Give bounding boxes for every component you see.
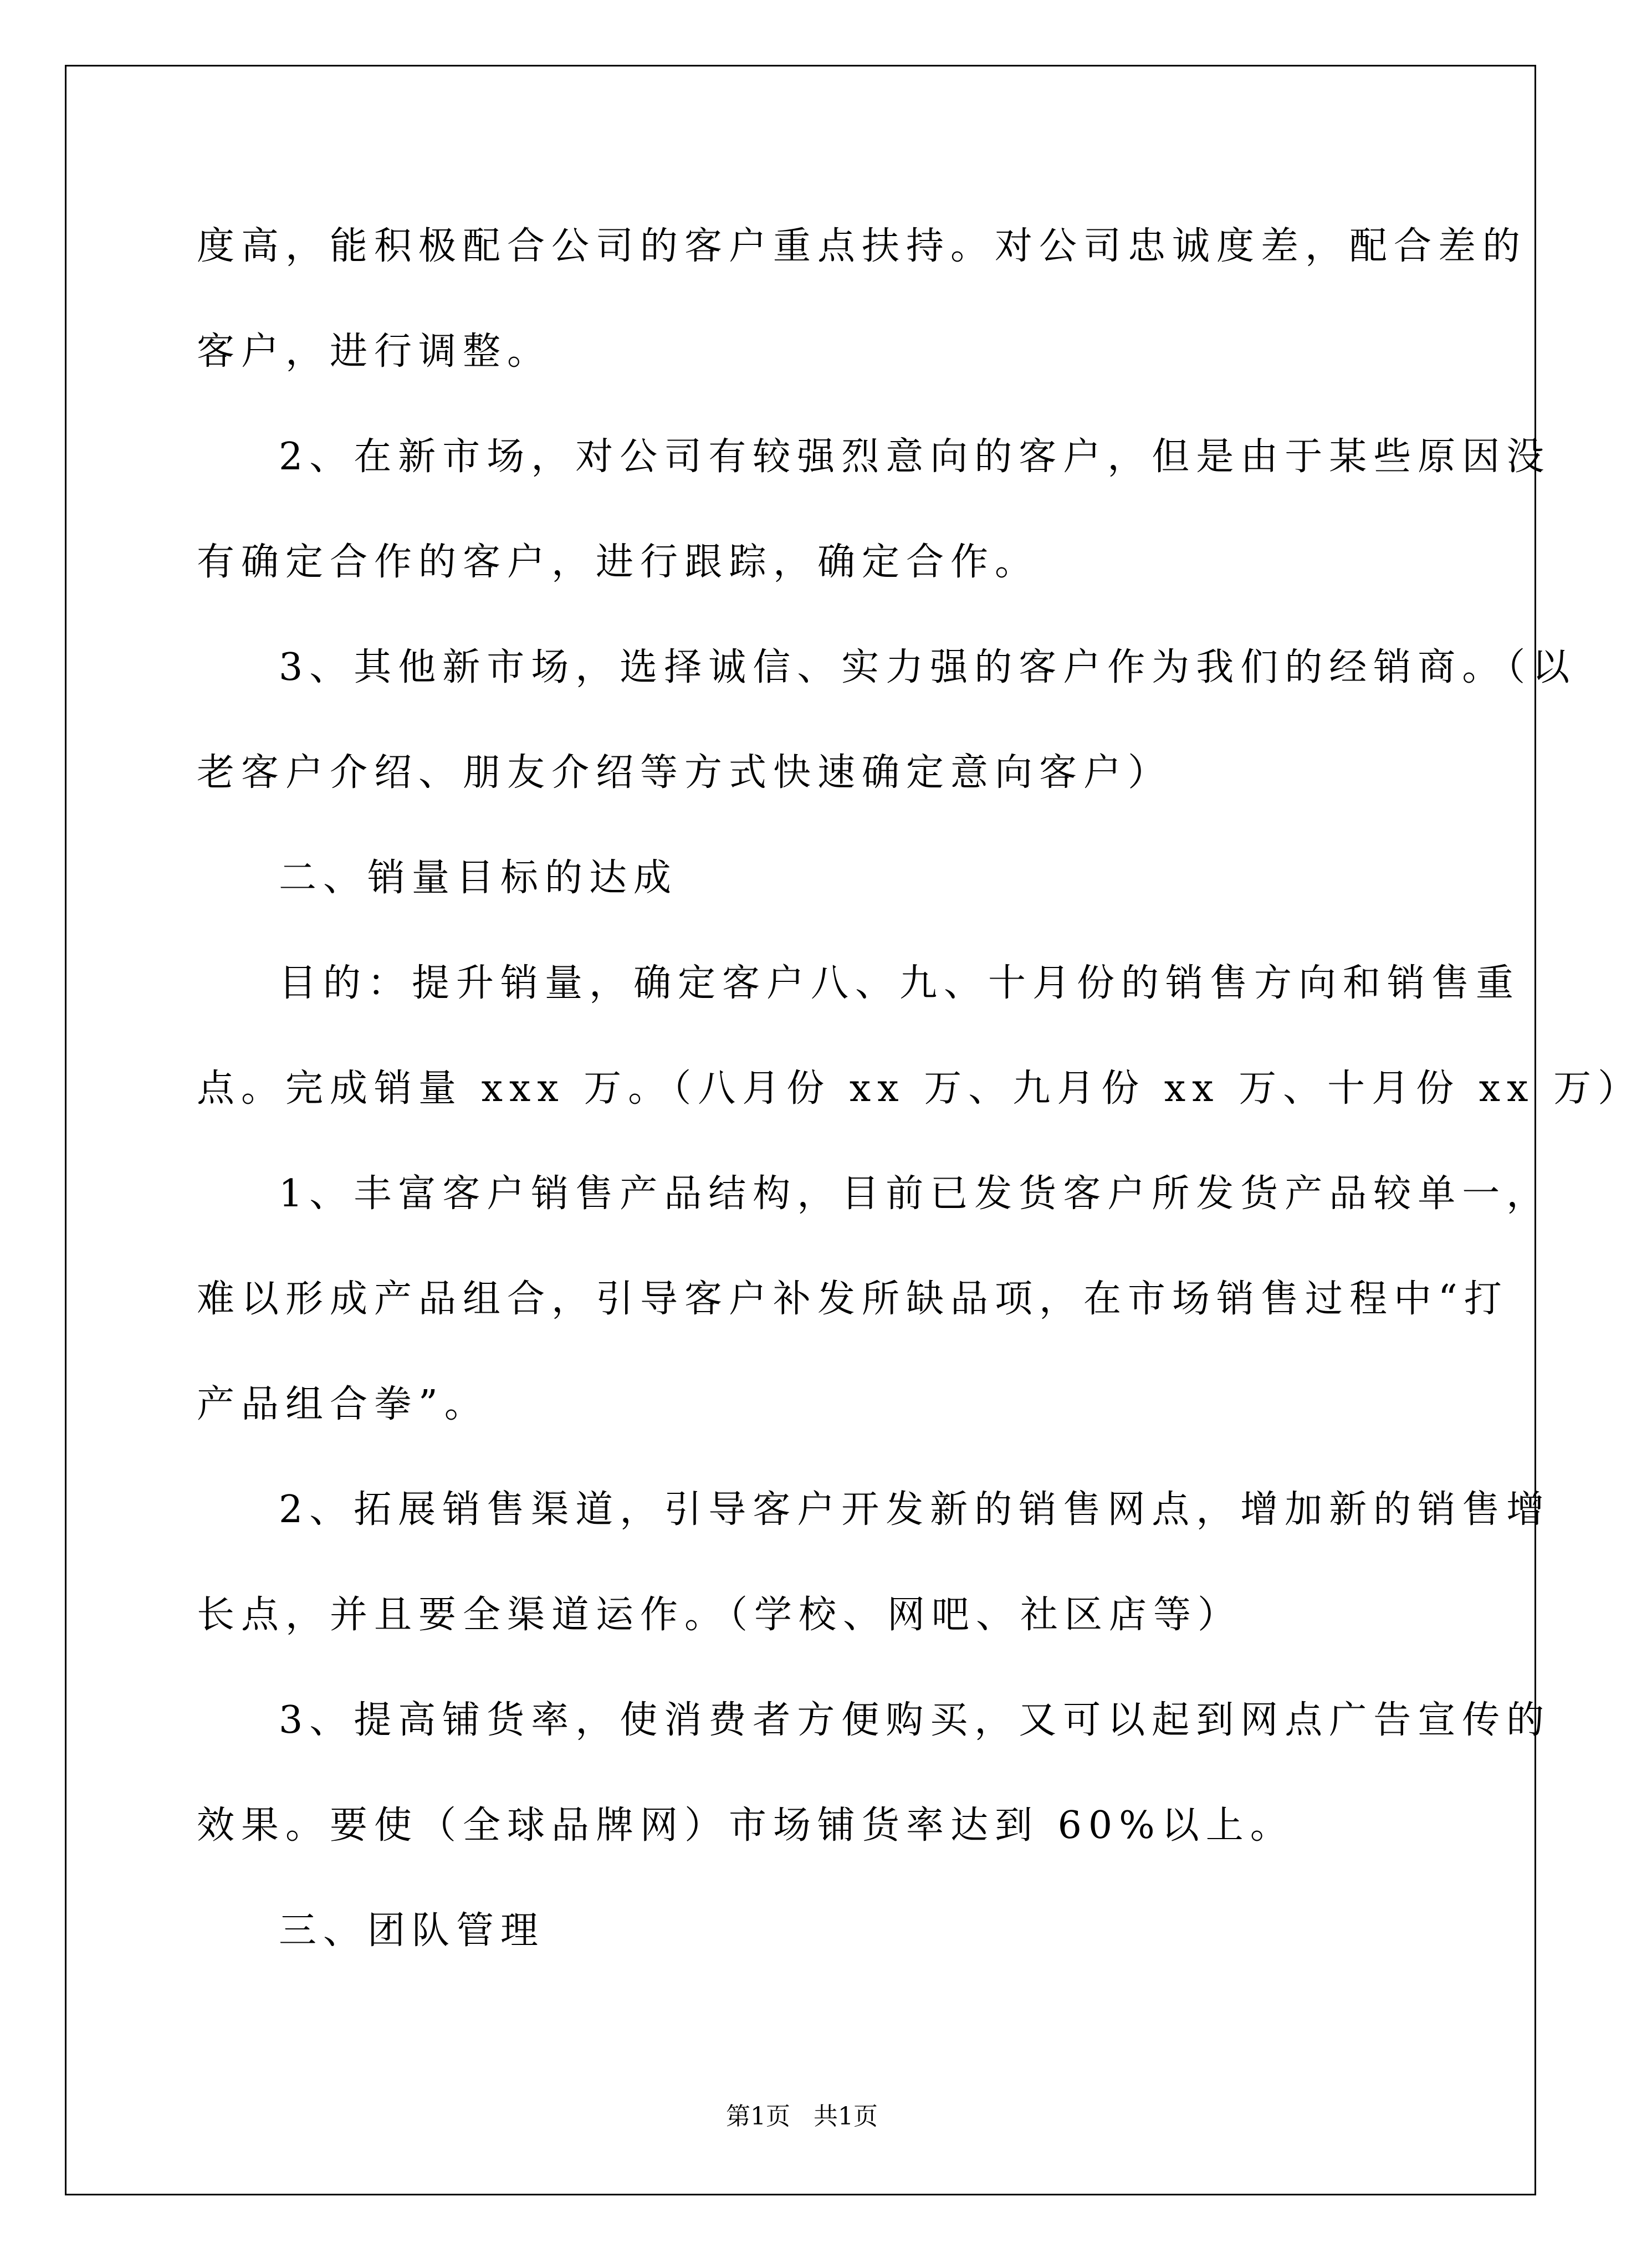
paragraph-line: 2、拓展销售渠道，引导客户开发新的销售网点，增加新的销售增 [279, 1488, 1551, 1532]
page-footer: 第1页 共1页 [726, 2102, 878, 2131]
paragraph-line: 1、丰富客户销售产品结构，目前已发货客户所发货产品较单一， [279, 1172, 1551, 1216]
paragraph-line: 度高，能积极配合公司的客户重点扶持。对公司忠诚度差，配合差的 [197, 224, 1527, 268]
paragraph-line: 产品组合拳”。 [197, 1383, 489, 1426]
paragraph-line: 点。完成销量 xxx 万。（八月份 xx 万、九月份 xx 万、十月份 xx 万） [197, 1067, 1642, 1110]
paragraph-line: 3、其他新市场，选择诚信、实力强的客户作为我们的经销商。（以 [279, 646, 1577, 689]
paragraph-line: 效果。要使（全球品牌网）市场铺货率达到 60%以上。 [197, 1804, 1295, 1847]
paragraph-line: 3、提高铺货率，使消费者方便购买，又可以起到网点广告宣传的 [279, 1698, 1551, 1742]
paragraph-line: 难以形成产品组合，引导客户补发所缺品项，在市场销售过程中“打 [197, 1277, 1508, 1321]
section-heading: 二、销量目标的达成 [279, 856, 678, 900]
paragraph-line: 有确定合作的客户，进行跟踪，确定合作。 [197, 540, 1040, 584]
paragraph-line: 客户，进行调整。 [197, 330, 552, 373]
section-heading: 三、团队管理 [279, 1909, 545, 1953]
paragraph-line: 2、在新市场，对公司有较强烈意向的客户，但是由于某些原因没 [279, 435, 1551, 479]
paragraph-line: 目的：提升销量，确定客户八、九、十月份的销售方向和销售重 [279, 961, 1521, 1005]
paragraph-line: 老客户介绍、朋友介绍等方式快速确定意向客户） [197, 751, 1173, 795]
document-body [197, 213, 1642, 2003]
paragraph-line: 长点，并且要全渠道运作。（学校、网吧、社区店等） [197, 1593, 1242, 1637]
